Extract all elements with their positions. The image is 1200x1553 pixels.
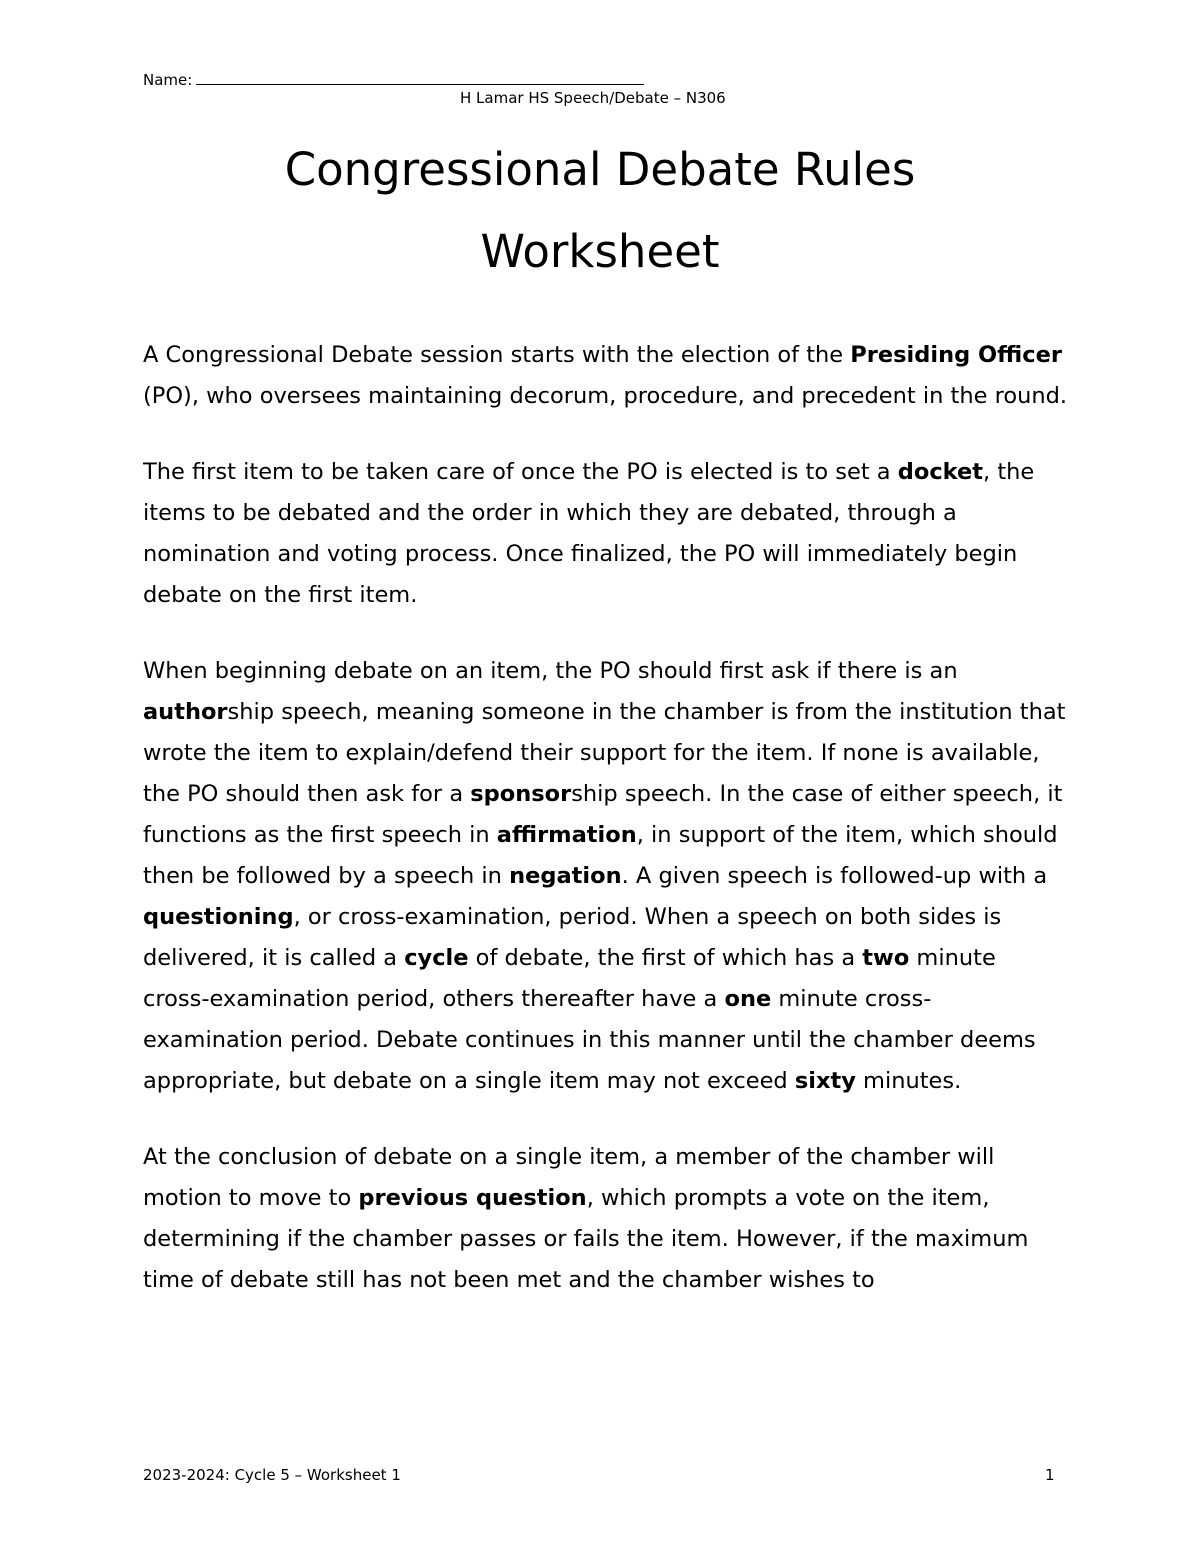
term-docket: docket xyxy=(897,459,984,485)
name-field-label xyxy=(143,70,644,90)
name-label: Name: xyxy=(143,71,193,89)
paragraph-debate-procedure: When beginning debate on an item, the PO should first ask if there is an authorship speech, meaning someone in the chamber is from the institution that wrote the item to explain/defend their support for the item. If none is available, the PO should then ask for a sponsorship speech. In the case of either speech, it functions as the first speech in affirmation, in support of the item, which should then be followed by a speech in negation. A given speech is followed-up with a questioning, or cross-examination, period. When a speech on both sides is delivered, it is called a cycle of debate, the first of which has a two minute cross-examination period, others thereafter have a one minute cross-examination period. Debate continues in this manner until the chamber deems appropriate, but debate on a single item may not exceed sixty minutes. xyxy=(143,658,1066,1094)
school-header: H Lamar HS Speech/Debate – N306 xyxy=(460,89,726,107)
term-affirmation: affirmation xyxy=(496,822,637,848)
term-cycle: cycle xyxy=(404,945,469,971)
term-author: author xyxy=(143,699,228,725)
document-body xyxy=(143,335,1068,1336)
term-sponsor: sponsor xyxy=(470,781,572,807)
term-negation: negation xyxy=(509,863,622,889)
term-one: one xyxy=(724,986,772,1012)
footer-cycle-label: 2023-2024: Cycle 5 – Worksheet 1 xyxy=(143,1466,401,1484)
title-line-1: Congressional Debate Rules xyxy=(284,143,916,196)
term-previous-question: previous question xyxy=(358,1185,587,1211)
paragraph-docket: The first item to be taken care of once the PO is elected is to set a docket, the items to be debated and the order in which they are debated, through a nomination and voting process. Once finalized, the PO will immediately begin debate on the first item. xyxy=(143,459,1035,608)
term-two: two xyxy=(862,945,910,971)
page-number: 1 xyxy=(1045,1466,1055,1484)
term-presiding-officer: Presiding Officer xyxy=(850,342,1062,368)
title-line-2: Worksheet xyxy=(480,225,720,278)
term-sixty: sixty xyxy=(794,1068,856,1094)
paragraph-presiding-officer: A Congressional Debate session starts with the election of the Presiding Officer (PO), who oversees maintaining decorum, procedure, and precedent in the round. xyxy=(143,342,1068,409)
name-blank-line[interactable] xyxy=(196,70,644,85)
term-questioning: questioning xyxy=(143,904,294,930)
page-title xyxy=(0,129,1200,293)
paragraph-previous-question: At the conclusion of debate on a single item, a member of the chamber will motion to move to previous question, which prompts a vote on the item, determining if the chamber passes or fails the item. However, if the maximum time of debate still has not been met and the chamber wishes to xyxy=(143,1144,1029,1293)
